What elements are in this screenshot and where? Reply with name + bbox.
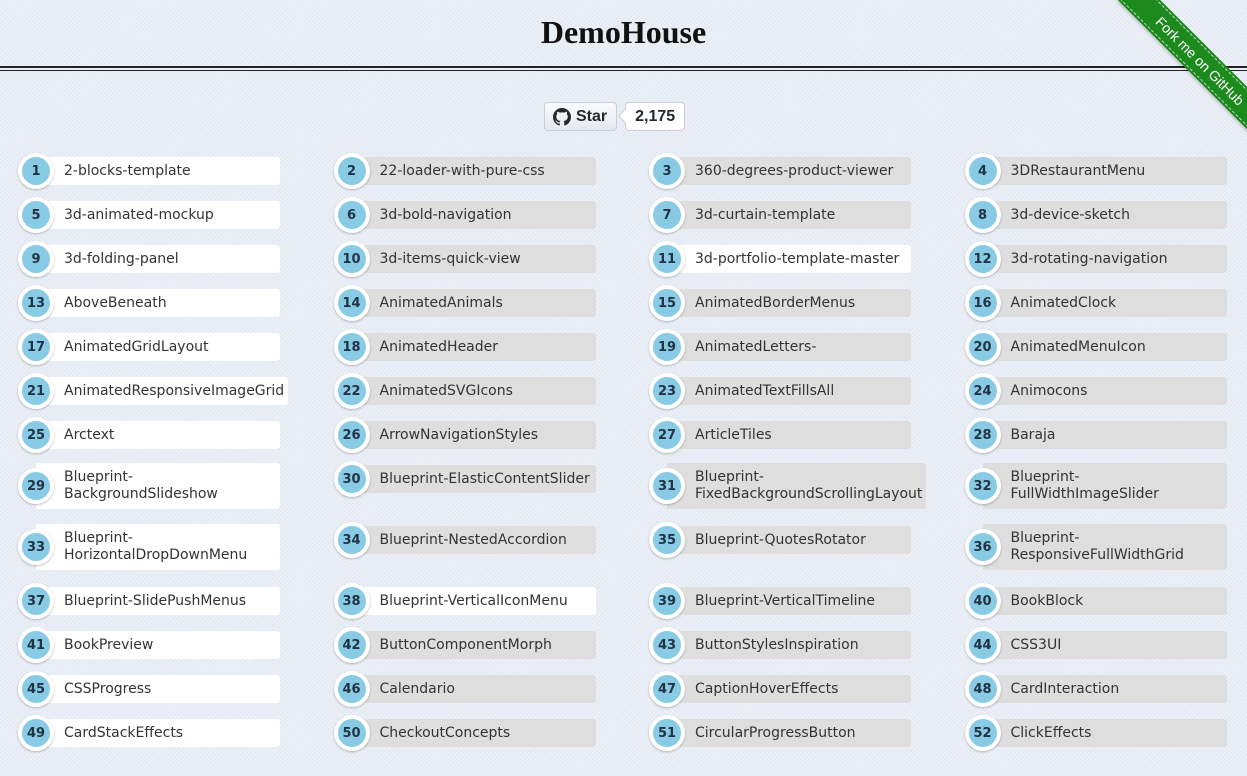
- demo-link-label[interactable]: 3d-device-sketch: [983, 201, 1227, 229]
- demo-link-item[interactable]: [965, 155, 1227, 187]
- star-label: Star: [576, 107, 608, 125]
- demo-link-label[interactable]: CSS3UI: [983, 631, 1227, 659]
- demo-link-item[interactable]: [18, 331, 280, 363]
- demo-link-item[interactable]: [334, 717, 596, 749]
- item-number-badge: 22: [334, 373, 370, 409]
- demo-link-item[interactable]: [965, 375, 1227, 407]
- item-number-badge: 5: [18, 197, 54, 233]
- demo-link-label[interactable]: BookBlock: [983, 587, 1227, 615]
- divider: [0, 70, 1247, 71]
- github-star-widget: [544, 102, 685, 131]
- item-number-badge: 8: [965, 197, 1001, 233]
- demo-link-label[interactable]: Blueprint-FullWidthImageSlider: [983, 463, 1227, 509]
- item-number-badge: 32: [965, 468, 1001, 504]
- demo-link-item[interactable]: [965, 419, 1227, 451]
- demo-link-item[interactable]: [334, 243, 596, 275]
- demo-link-label[interactable]: AnimatedHeader: [352, 333, 596, 361]
- item-number-badge: 13: [18, 285, 54, 321]
- item-number-badge: 41: [18, 627, 54, 663]
- demo-link-label[interactable]: Baraja: [983, 421, 1227, 449]
- demo-link-label[interactable]: Blueprint-ResponsiveFullWidthGrid: [983, 524, 1227, 570]
- demo-link-label[interactable]: 3d-curtain-template: [667, 201, 911, 229]
- demo-link-item[interactable]: [965, 524, 1227, 570]
- demo-link-item[interactable]: [649, 331, 911, 363]
- item-number-badge: 23: [649, 373, 685, 409]
- demo-link-item[interactable]: [18, 419, 280, 451]
- demo-link-label[interactable]: CardStackEffects: [36, 719, 280, 747]
- demo-link-item[interactable]: [649, 629, 911, 661]
- item-number-badge: 24: [965, 373, 1001, 409]
- item-number-badge: 51: [649, 715, 685, 751]
- demo-link-label[interactable]: 3d-folding-panel: [36, 245, 280, 273]
- demo-link-label[interactable]: AnimatedLetters-: [667, 333, 911, 361]
- item-number-badge: 44: [965, 627, 1001, 663]
- demo-link-label[interactable]: Blueprint-FixedBackgroundScrollingLayout: [667, 463, 926, 509]
- fork-me-ribbon[interactable]: Fork me on GitHub: [1119, 0, 1247, 140]
- demo-link-label[interactable]: CardInteraction: [983, 675, 1227, 703]
- demo-link-item[interactable]: [18, 155, 280, 187]
- header: [0, 0, 1247, 72]
- item-number-badge: 12: [965, 241, 1001, 277]
- item-number-badge: 6: [334, 197, 370, 233]
- demo-link-item[interactable]: [334, 199, 596, 231]
- demo-link-label[interactable]: 3d-rotating-navigation: [983, 245, 1227, 273]
- demo-link-item[interactable]: [649, 463, 923, 509]
- demo-link-item[interactable]: [965, 585, 1227, 617]
- demo-link-label[interactable]: CSSProgress: [36, 675, 280, 703]
- demo-link-item[interactable]: [649, 199, 911, 231]
- demo-link-label[interactable]: AnimatedGridLayout: [36, 333, 280, 361]
- demo-link-label[interactable]: AnimatedSVGIcons: [352, 377, 596, 405]
- demo-link-label[interactable]: Blueprint-ElasticContentSlider: [352, 465, 596, 493]
- demo-link-item[interactable]: [649, 524, 911, 556]
- demo-link-label[interactable]: 22-loader-with-pure-css: [352, 157, 596, 185]
- demo-link-item[interactable]: [334, 287, 596, 319]
- demo-link-item[interactable]: [334, 585, 596, 617]
- item-number-badge: 36: [965, 529, 1001, 565]
- demo-link-item[interactable]: [18, 463, 280, 509]
- demo-link-item[interactable]: [18, 243, 280, 275]
- item-number-badge: 1: [18, 153, 54, 189]
- demo-grid: [18, 155, 1233, 761]
- demo-link-item[interactable]: [649, 673, 911, 705]
- demo-link-label[interactable]: AboveBeneath: [36, 289, 280, 317]
- demo-link-label[interactable]: AnimatedResponsiveImageGrid: [36, 377, 288, 405]
- demo-link-label[interactable]: Animocons: [983, 377, 1227, 405]
- demo-link-label[interactable]: 3DRestaurantMenu: [983, 157, 1227, 185]
- demo-link-item[interactable]: [18, 199, 280, 231]
- item-number-badge: 37: [18, 583, 54, 619]
- demo-link-item[interactable]: [334, 524, 596, 556]
- item-number-badge: 17: [18, 329, 54, 365]
- item-number-badge: 52: [965, 715, 1001, 751]
- demo-link-label[interactable]: Calendario: [352, 675, 596, 703]
- item-number-badge: 40: [965, 583, 1001, 619]
- demo-link-item[interactable]: [965, 331, 1227, 363]
- demo-link-item[interactable]: [965, 629, 1227, 661]
- demo-link-label[interactable]: Blueprint-HorizontalDropDownMenu: [36, 524, 280, 570]
- demo-link-label[interactable]: Blueprint-VerticalTimeline: [667, 587, 911, 615]
- item-number-badge: 2: [334, 153, 370, 189]
- demo-link-item[interactable]: [18, 629, 280, 661]
- item-number-badge: 39: [649, 583, 685, 619]
- demo-link-label[interactable]: 3d-items-quick-view: [352, 245, 596, 273]
- item-number-badge: 46: [334, 671, 370, 707]
- demo-link-item[interactable]: [649, 419, 911, 451]
- demo-link-item[interactable]: [18, 717, 280, 749]
- demo-link-label[interactable]: Blueprint-NestedAccordion: [352, 526, 596, 554]
- demo-link-label[interactable]: ArrowNavigationStyles: [352, 421, 596, 449]
- item-number-badge: 4: [965, 153, 1001, 189]
- demo-link-item[interactable]: [965, 717, 1227, 749]
- item-number-badge: 9: [18, 241, 54, 277]
- demo-link-label[interactable]: 2-blocks-template: [36, 157, 280, 185]
- demo-link-label[interactable]: CircularProgressButton: [667, 719, 911, 747]
- item-number-badge: 48: [965, 671, 1001, 707]
- fork-ribbon-container: [1107, 0, 1247, 140]
- item-number-badge: 3: [649, 153, 685, 189]
- demo-link-item[interactable]: [18, 287, 280, 319]
- demo-link-label[interactable]: AnimatedClock: [983, 289, 1227, 317]
- item-number-badge: 10: [334, 241, 370, 277]
- demo-link-item[interactable]: [649, 287, 911, 319]
- item-number-badge: 7: [649, 197, 685, 233]
- demo-link-label[interactable]: BookPreview: [36, 631, 280, 659]
- demo-link-item[interactable]: [334, 331, 596, 363]
- page-title: DemoHouse: [540, 14, 707, 50]
- demo-link-item[interactable]: [649, 243, 911, 275]
- demo-link-label[interactable]: Blueprint-QuotesRotator: [667, 526, 911, 554]
- star-count[interactable]: 2,175: [625, 102, 685, 131]
- demo-link-item[interactable]: [649, 375, 911, 407]
- item-number-badge: 14: [334, 285, 370, 321]
- item-number-badge: 20: [965, 329, 1001, 365]
- demo-link-item[interactable]: [965, 673, 1227, 705]
- demo-link-item[interactable]: [18, 375, 285, 407]
- demo-link-item[interactable]: [965, 199, 1227, 231]
- item-number-badge: 31: [649, 468, 685, 504]
- demo-link-label[interactable]: ArticleTiles: [667, 421, 911, 449]
- demo-link-label[interactable]: Blueprint-VerticalIconMenu: [352, 587, 596, 615]
- demo-link-label[interactable]: AnimatedMenuIcon: [983, 333, 1227, 361]
- item-number-badge: 35: [649, 522, 685, 558]
- demo-link-item[interactable]: [334, 673, 596, 705]
- demo-link-item[interactable]: [334, 419, 596, 451]
- demo-link-label[interactable]: CaptionHoverEffects: [667, 675, 911, 703]
- demo-link-label[interactable]: 3d-portfolio-template-master: [667, 245, 911, 273]
- demo-link-item[interactable]: [649, 717, 911, 749]
- demo-link-item[interactable]: [334, 375, 596, 407]
- demo-link-item[interactable]: [649, 585, 911, 617]
- item-number-badge: 30: [334, 461, 370, 497]
- demo-link-item[interactable]: [18, 524, 280, 570]
- item-number-badge: 28: [965, 417, 1001, 453]
- demo-link-label[interactable]: Arctext: [36, 421, 280, 449]
- github-star-button[interactable]: [544, 102, 617, 131]
- item-number-badge: 42: [334, 627, 370, 663]
- demo-link-item[interactable]: [334, 629, 596, 661]
- item-number-badge: 18: [334, 329, 370, 365]
- item-number-badge: 27: [649, 417, 685, 453]
- demo-link-item[interactable]: [334, 155, 596, 187]
- demo-link-label[interactable]: CheckoutConcepts: [352, 719, 596, 747]
- item-number-badge: 25: [18, 417, 54, 453]
- github-icon: [553, 108, 571, 126]
- item-number-badge: 16: [965, 285, 1001, 321]
- item-number-badge: 45: [18, 671, 54, 707]
- demo-link-item[interactable]: [18, 585, 280, 617]
- item-number-badge: 34: [334, 522, 370, 558]
- demo-link-label[interactable]: ClickEffects: [983, 719, 1227, 747]
- item-number-badge: 50: [334, 715, 370, 751]
- demo-link-item[interactable]: [649, 155, 911, 187]
- demo-link-item[interactable]: [965, 463, 1227, 509]
- item-number-badge: 43: [649, 627, 685, 663]
- demo-link-label[interactable]: 360-degrees-product-viewer: [667, 157, 911, 185]
- demo-link-label[interactable]: AnimatedTextFillsAll: [667, 377, 911, 405]
- divider: [0, 66, 1247, 68]
- item-number-badge: 49: [18, 715, 54, 751]
- item-number-badge: 26: [334, 417, 370, 453]
- demo-link-label[interactable]: 3d-bold-navigation: [352, 201, 596, 229]
- item-number-badge: 33: [18, 529, 54, 565]
- item-number-badge: 38: [334, 583, 370, 619]
- item-number-badge: 47: [649, 671, 685, 707]
- item-number-badge: 15: [649, 285, 685, 321]
- demo-link-label[interactable]: 3d-animated-mockup: [36, 201, 280, 229]
- demo-link-label[interactable]: AnimatedAnimals: [352, 289, 596, 317]
- demo-link-item[interactable]: [334, 463, 596, 495]
- demo-link-item[interactable]: [18, 673, 280, 705]
- item-number-badge: 19: [649, 329, 685, 365]
- demo-link-label[interactable]: Blueprint-BackgroundSlideshow: [36, 463, 280, 509]
- demo-link-label[interactable]: AnimatedBorderMenus: [667, 289, 911, 317]
- demo-link-item[interactable]: [965, 287, 1227, 319]
- demo-link-item[interactable]: [965, 243, 1227, 275]
- demo-link-label[interactable]: Blueprint-SlidePushMenus: [36, 587, 280, 615]
- item-number-badge: 29: [18, 468, 54, 504]
- demo-link-label[interactable]: ButtonComponentMorph: [352, 631, 596, 659]
- item-number-badge: 11: [649, 241, 685, 277]
- item-number-badge: 21: [18, 373, 54, 409]
- demo-link-label[interactable]: ButtonStylesInspiration: [667, 631, 911, 659]
